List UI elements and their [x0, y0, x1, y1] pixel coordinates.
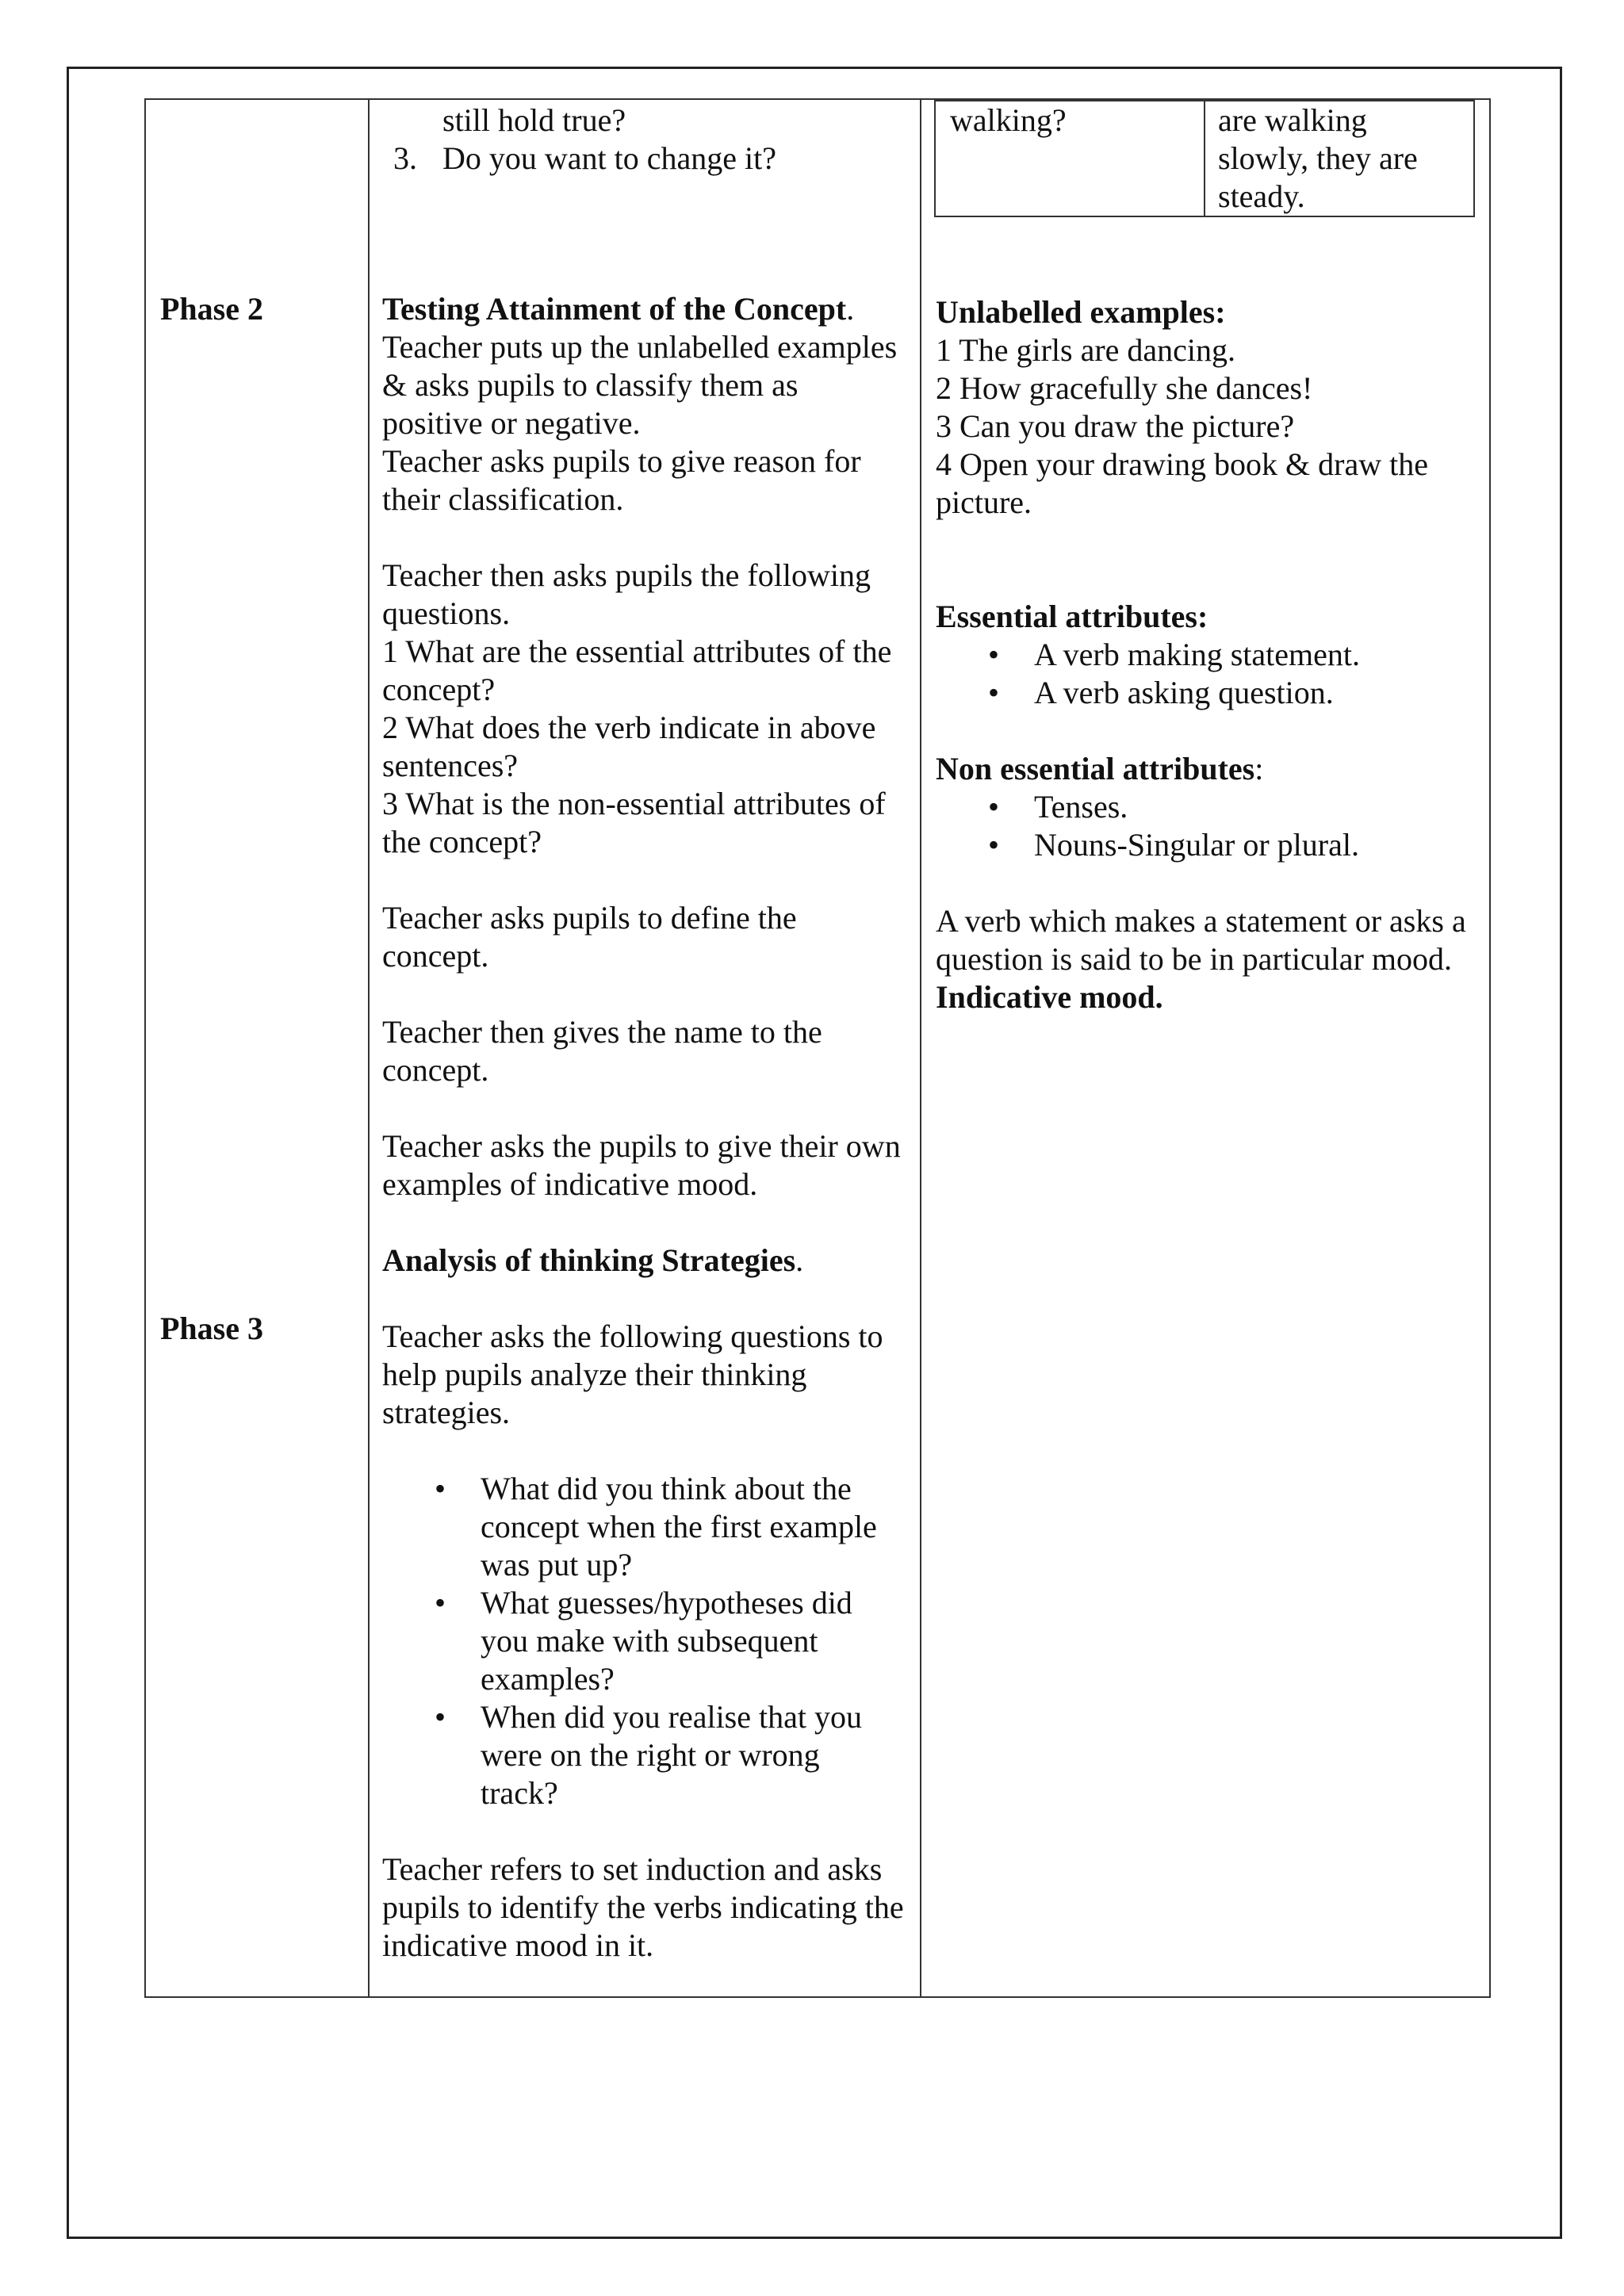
example-item: 3 Can you draw the picture?: [936, 408, 1295, 444]
definition: A verb which makes a statement or asks a question is said to be in particular mood.: [936, 903, 1466, 977]
phase-2-label: Phase 2: [160, 291, 263, 327]
essential-list: [1034, 636, 1475, 712]
column-divider: [1204, 101, 1205, 216]
phase-2-content: [382, 290, 906, 1965]
column-divider: [920, 100, 921, 1996]
non-essential-heading: Non essential attributes:: [936, 751, 1264, 786]
concept-term: Indicative mood.: [936, 979, 1163, 1015]
question-item: 2 What does the verb indicate in above sentences?: [382, 710, 876, 783]
question-3: Do you want to change it?: [442, 140, 776, 176]
list-item: • What guesses/hypotheses did you make with subsequent examples?: [481, 1584, 893, 1698]
list-item: • Tenses.: [1034, 788, 1475, 826]
own-examples: Teacher asks the pupils to give their own examples of indicative mood.: [382, 1128, 901, 1202]
example-item: 2 How gracefully she dances!: [936, 370, 1313, 406]
essential-heading: Essential attributes:: [936, 599, 1208, 634]
phase-3-label: Phase 3: [160, 1311, 263, 1346]
questions-intro: Teacher then asks pupils the following questions.: [382, 557, 871, 631]
table-cell: are walking slowly, they are steady.: [1218, 102, 1418, 214]
paragraph: Teacher puts up the unlabelled examples & asks pupils to classify them as positive or negative.: [382, 329, 898, 441]
phase-3-intro: Teacher asks the following questions to help pupils analyze their thinking strategies.: [382, 1318, 883, 1430]
examples-column: [936, 293, 1475, 1016]
list-item: • Nouns-Singular or plural.: [1034, 826, 1475, 864]
list-item: • What did you think about the concept when the first example was put up?: [481, 1470, 893, 1584]
question-continued: still hold true?: [442, 102, 626, 138]
table-cell: walking?: [950, 102, 1067, 138]
question-item: 1 What are the essential attributes of the concept?: [382, 633, 892, 707]
define-concept: Teacher asks pupils to define the concept.: [382, 900, 797, 974]
unlabelled-heading: Unlabelled examples:: [936, 294, 1226, 330]
column-divider: [368, 100, 370, 1996]
example-item: 1 The girls are dancing.: [936, 332, 1236, 368]
example-item: 4 Open your drawing book & draw the picture.: [936, 446, 1428, 520]
thinking-strategy-questions: [481, 1470, 893, 1812]
list-item: • When did you realise that you were on the right or wrong track?: [481, 1698, 893, 1812]
closing-paragraph: Teacher refers to set induction and asks pupils to identify the verbs indicating the indicative mood in it.: [382, 1851, 904, 1963]
list-item: • A verb asking question.: [1034, 674, 1475, 712]
non-essential-list: [1034, 788, 1475, 864]
list-item: • A verb making statement.: [1034, 636, 1475, 674]
phase-2-heading: Testing Attainment of the Concept.: [382, 291, 855, 327]
paragraph: Teacher asks pupils to give reason for their classification.: [382, 443, 861, 517]
question-3-number: 3.: [393, 140, 417, 176]
question-item: 3 What is the non-essential attributes of the concept?: [382, 786, 886, 859]
name-concept: Teacher then gives the name to the concept.: [382, 1014, 822, 1088]
continued-example-table: [934, 100, 1475, 217]
phase-3-heading: Analysis of thinking Strategies.: [382, 1242, 804, 1278]
